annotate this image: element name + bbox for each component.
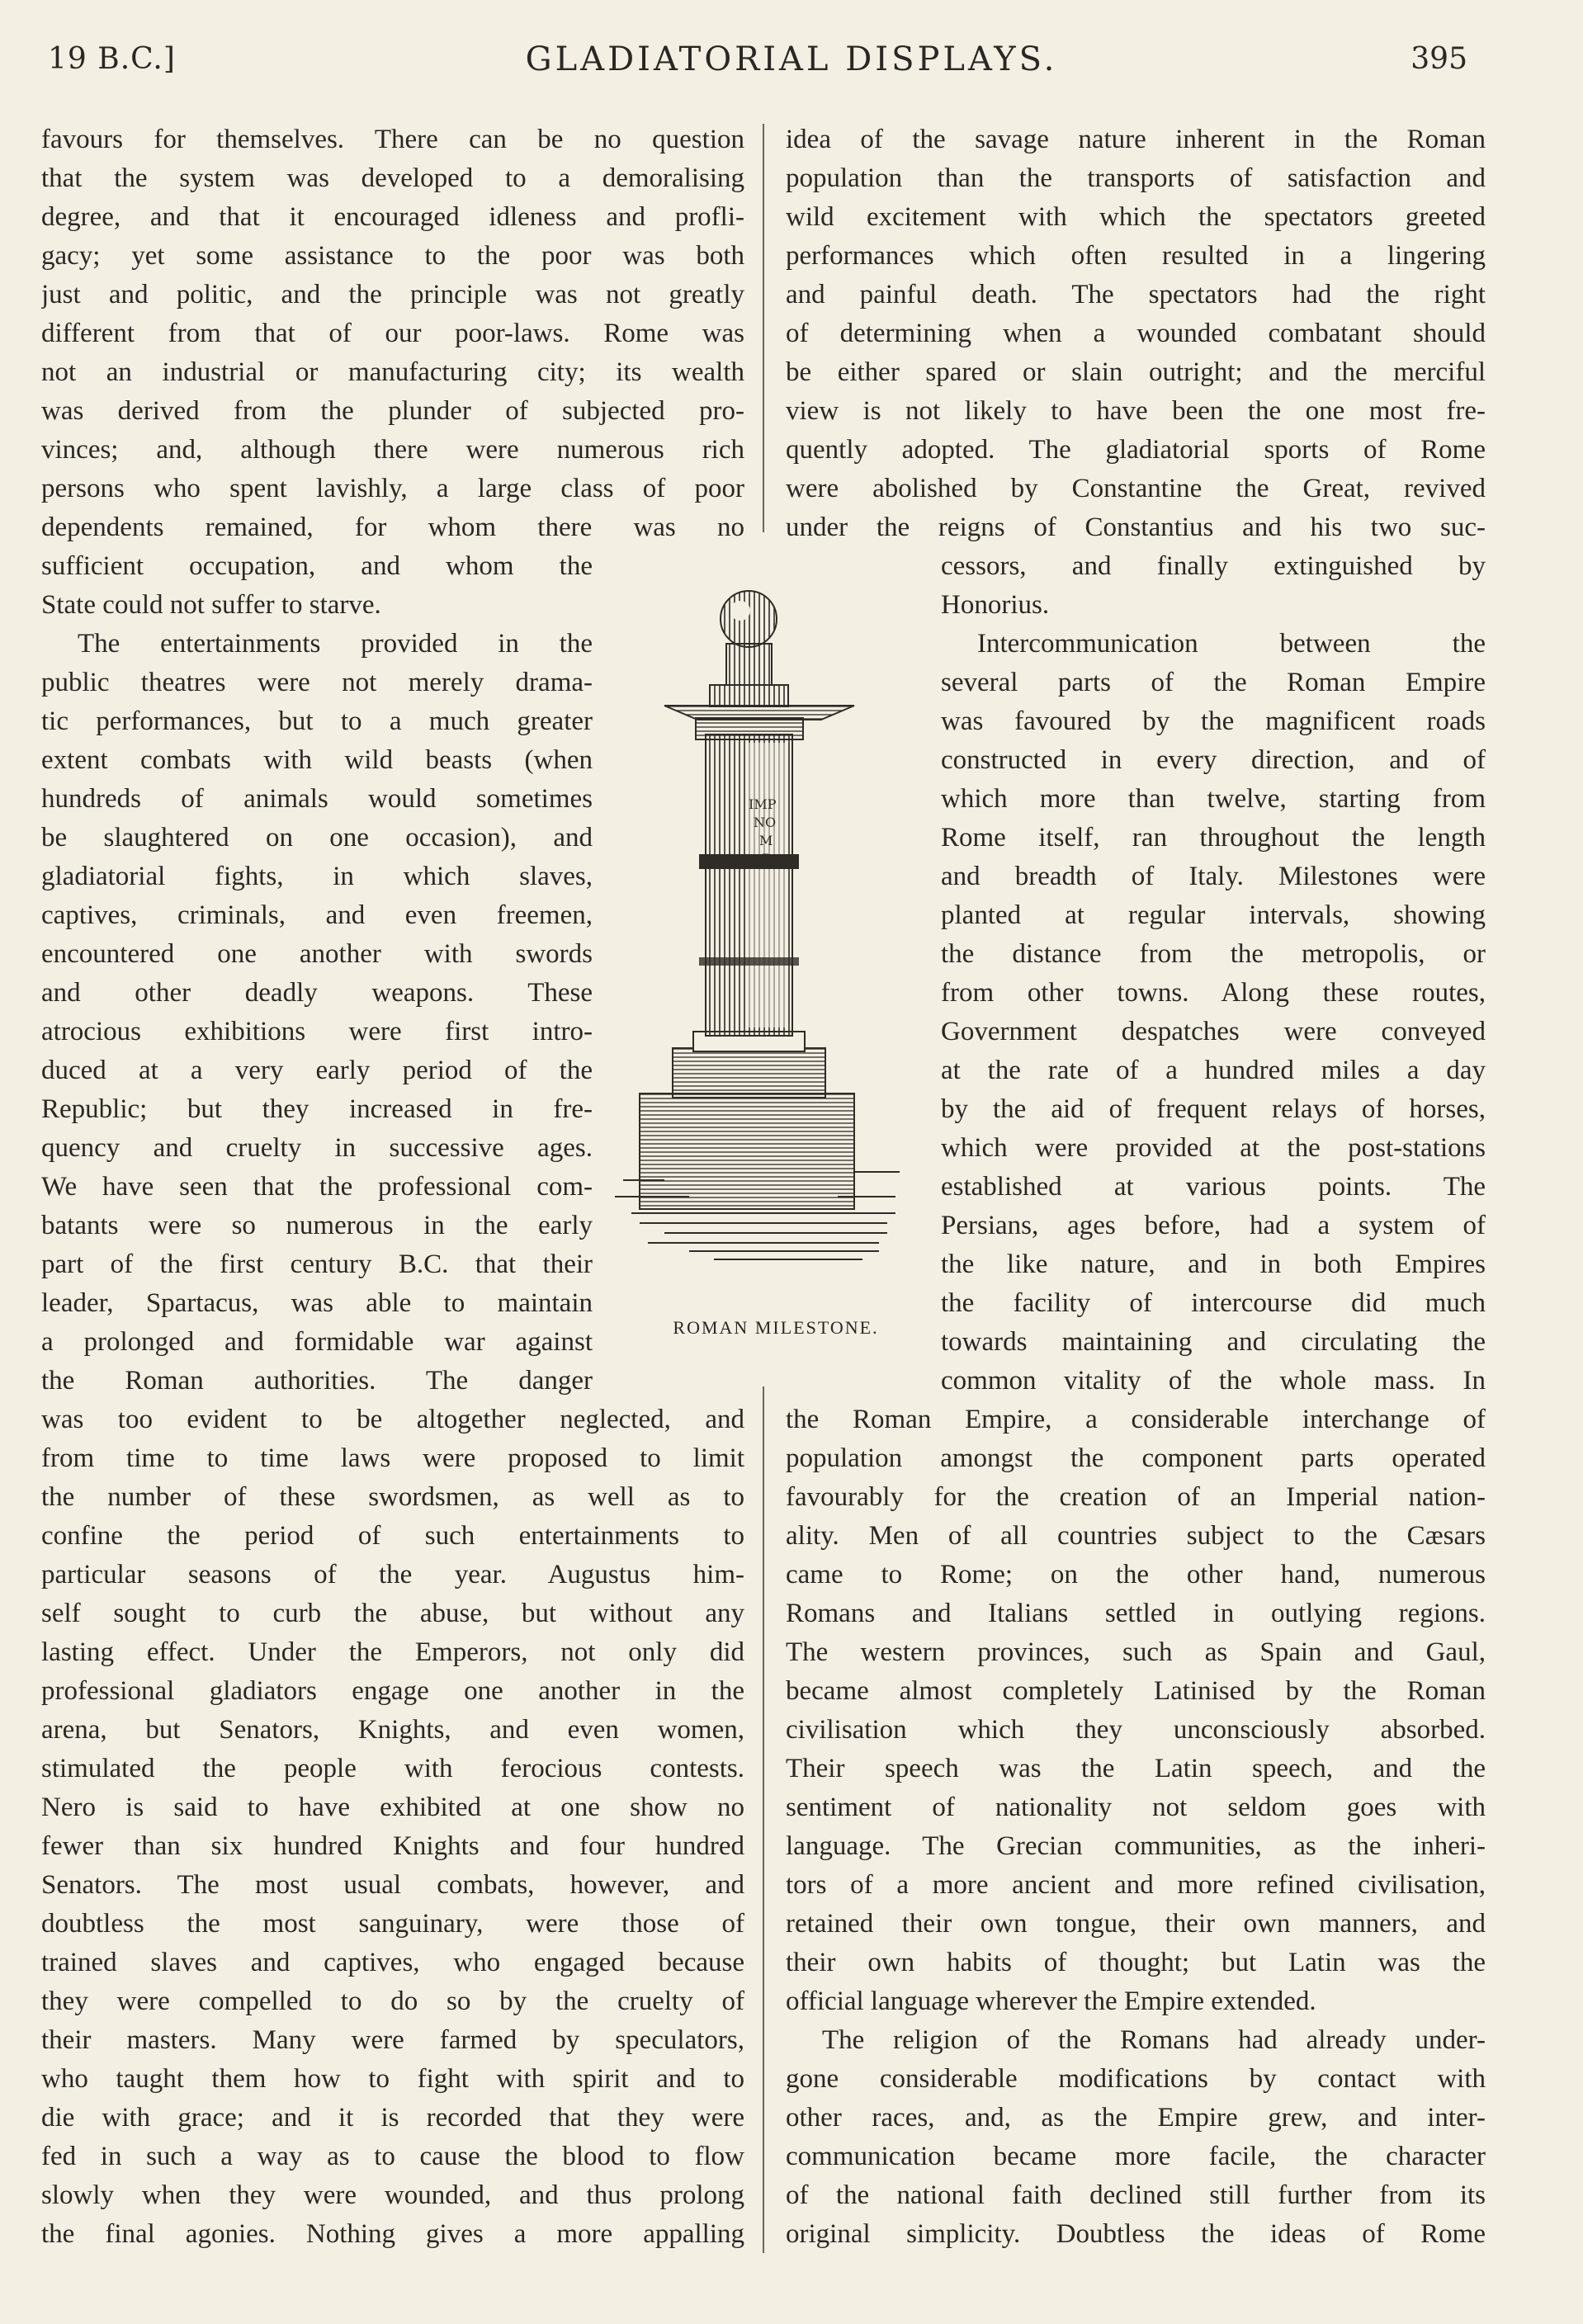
text-line: established at various points. The (941, 1172, 1486, 1202)
text-line: vinces; and, although there were numerous rich (41, 435, 744, 465)
text-line: wild excitement with which the spectators greeted (786, 202, 1486, 232)
text-line: the number of these swordsmen, as well as to (41, 1482, 744, 1512)
text-line: not an industrial or manufacturing city; its wealth (41, 357, 744, 387)
text-line: performances which often resulted in a lingering (786, 241, 1486, 271)
text-line: idea of the savage nature inherent in the Roman (786, 125, 1486, 154)
text-line: part of the first century B.C. that their (41, 1249, 593, 1279)
text-line: was derived from the plunder of subjected pro- (41, 396, 744, 426)
text-line: common vitality of the whole mass. In (941, 1366, 1486, 1396)
text-line: fewer than six hundred Knights and four hundred (41, 1831, 744, 1861)
text-line: Government despatches were conveyed (941, 1017, 1486, 1046)
text-line: constructed in every direction, and of (941, 745, 1486, 775)
text-line: retained their own tongue, their own manners, and (786, 1909, 1486, 1939)
text-line: leader, Spartacus, was able to maintain (41, 1288, 593, 1318)
text-line: duced at a very early period of the (41, 1056, 593, 1085)
text-line: communication became more facile, the character (786, 2142, 1486, 2171)
text-line: they were compelled to do so by the cruelty of (41, 1986, 744, 2016)
text-line: cessors, and finally extinguished by (941, 551, 1486, 581)
text-line: became almost completely Latinised by the Roman (786, 1676, 1486, 1706)
column-rule-top (763, 124, 764, 532)
milestone-engraving (615, 569, 904, 1312)
text-line: extent combats with wild beasts (when (41, 745, 593, 775)
text-line: population amongst the component parts operated (786, 1443, 1486, 1473)
text-line: other races, and, as the Empire grew, and inter- (786, 2103, 1486, 2133)
text-line: quently adopted. The gladiatorial sports of Rome (786, 435, 1486, 465)
running-head-date: 19 B.C.] (48, 42, 176, 76)
roman-milestone-illustration (615, 569, 904, 1329)
text-line: the facility of intercourse did much (941, 1288, 1486, 1318)
text-line: professional gladiators engage one another in the (41, 1676, 744, 1706)
text-line: quency and cruelty in successive ages. (41, 1133, 593, 1163)
text-line: persons who spent lavishly, a large class of poor (41, 474, 744, 503)
text-line: was too evident to be altogether neglected, and (41, 1405, 744, 1434)
text-line: gladiatorial fights, in which slaves, (41, 862, 593, 891)
text-line: which were provided at the post-stations (941, 1133, 1486, 1163)
text-line: hundreds of animals would sometimes (41, 784, 593, 814)
text-line: The western provinces, such as Spain and Gaul, (786, 1637, 1486, 1667)
text-line: slowly when they were wounded, and thus prolong (41, 2180, 744, 2210)
text-line: the final agonies. Nothing gives a more appalling (41, 2219, 744, 2249)
text-line: and breadth of Italy. Milestones were (941, 862, 1486, 891)
text-line: sufficient occupation, and whom the (41, 551, 593, 581)
text-line: of determining when a wounded combatant should (786, 319, 1486, 348)
text-line: atrocious exhibitions were first intro- (41, 1017, 593, 1046)
running-head-title: GLADIATORIAL DISPLAYS. (525, 40, 1058, 78)
text-line: encountered one another with swords (41, 939, 593, 969)
text-line: by the aid of frequent relays of horses, (941, 1094, 1486, 1124)
text-line: lasting effect. Under the Emperors, not only did (41, 1637, 744, 1667)
text-line: captives, criminals, and even freemen, (41, 900, 593, 930)
text-line: of the national faith declined still further from its (786, 2180, 1486, 2210)
figure-caption: ROMAN MILESTONE. (673, 1317, 879, 1338)
text-line: their own habits of thought; but Latin was the (786, 1948, 1486, 1977)
text-line: favours for themselves. There can be no question (41, 125, 744, 154)
svg-text:M: M (759, 833, 773, 848)
text-line: towards maintaining and circulating the (941, 1327, 1486, 1357)
text-line: The entertainments provided in the (78, 629, 593, 659)
text-line: confine the period of such entertainments to (41, 1521, 744, 1551)
text-line: several parts of the Roman Empire (941, 668, 1486, 697)
text-line: were abolished by Constantine the Great, revived (786, 474, 1486, 503)
svg-text:NO: NO (754, 815, 777, 830)
text-line: sentiment of nationality not seldom goes with (786, 1793, 1486, 1822)
text-line: doubtless the most sanguinary, were those of (41, 1909, 744, 1939)
svg-text:IMP: IMP (749, 796, 777, 812)
text-line: We have seen that the professional com- (41, 1172, 593, 1202)
text-line: the distance from the metropolis, or (941, 939, 1486, 969)
text-line: Nero is said to have exhibited at one show no (41, 1793, 744, 1822)
text-line: from time to time laws were proposed to limit (41, 1443, 744, 1473)
text-line: and other deadly weapons. These (41, 978, 593, 1008)
text-line: from other towns. Along these routes, (941, 978, 1486, 1008)
text-line: be either spared or slain outright; and the merciful (786, 357, 1486, 387)
text-line: different from that of our poor-laws. Rome was (41, 319, 744, 348)
text-line: their masters. Many were farmed by speculators, (41, 2025, 744, 2055)
text-line: Republic; but they increased in fre- (41, 1094, 593, 1124)
text-line: was favoured by the magnificent roads (941, 706, 1486, 736)
text-line: die with grace; and it is recorded that they were (41, 2103, 744, 2133)
text-line: self sought to curb the abuse, but without any (41, 1599, 744, 1628)
text-line: a prolonged and formidable war against (41, 1327, 593, 1357)
text-line: planted at regular intervals, showing (941, 900, 1486, 930)
text-line: particular seasons of the year. Augustus him- (41, 1560, 744, 1589)
text-line: trained slaves and captives, who engaged because (41, 1948, 744, 1977)
text-line: Intercommunication between the (977, 629, 1486, 659)
text-line: who taught them how to fight with spirit and to (41, 2064, 744, 2094)
text-line: that the system was developed to a demoralising (41, 163, 744, 193)
text-line: ality. Men of all countries subject to the Cæsars (786, 1521, 1486, 1551)
text-line: language. The Grecian communities, as the inheri- (786, 1831, 1486, 1861)
text-line: tic performances, but to a much greater (41, 706, 593, 736)
text-line: The religion of the Romans had already under- (822, 2025, 1486, 2055)
text-line: official language wherever the Empire extended. (786, 1986, 1316, 2016)
text-line: under the reigns of Constantius and his two suc- (786, 513, 1486, 542)
text-line: just and politic, and the principle was not greatly (41, 280, 744, 309)
text-line: the Roman Empire, a considerable interchange of (786, 1405, 1486, 1434)
text-line: gacy; yet some assistance to the poor was both (41, 241, 744, 271)
text-line: Senators. The most usual combats, however, and (41, 1870, 744, 1900)
text-line: gone considerable modifications by contact with (786, 2064, 1486, 2094)
text-line: at the rate of a hundred miles a day (941, 1056, 1486, 1085)
text-line: came to Rome; on the other hand, numerous (786, 1560, 1486, 1589)
text-line: civilisation which they unconsciously absorbed. (786, 1715, 1486, 1745)
text-line: degree, and that it encouraged idleness and profli- (41, 202, 744, 232)
text-line: population than the transports of satisfaction and (786, 163, 1486, 193)
text-line: fed in such a way as to cause the blood to flow (41, 2142, 744, 2171)
page-number: 395 (1411, 42, 1467, 76)
text-line: the Roman authorities. The danger (41, 1366, 593, 1396)
text-line: favourably for the creation of an Imperial nation- (786, 1482, 1486, 1512)
text-line: be slaughtered on one occasion), and (41, 823, 593, 853)
text-line: public theatres were not merely drama- (41, 668, 593, 697)
text-line: Honorius. (941, 590, 1050, 620)
text-line: the like nature, and in both Empires (941, 1249, 1486, 1279)
text-line: tors of a more ancient and more refined civilisation, (786, 1870, 1486, 1900)
text-line: Persians, ages before, had a system of (941, 1211, 1486, 1240)
column-rule-bottom (763, 1386, 764, 2253)
text-line: original simplicity. Doubtless the ideas of Rome (786, 2219, 1486, 2249)
text-line: stimulated the people with ferocious contests. (41, 1754, 744, 1783)
text-line: arena, but Senators, Knights, and even women, (41, 1715, 744, 1745)
text-line: view is not likely to have been the one most fre- (786, 396, 1486, 426)
text-line: dependents remained, for whom there was no (41, 513, 744, 542)
text-line: State could not suffer to starve. (41, 590, 381, 620)
text-line: batants were so numerous in the early (41, 1211, 593, 1240)
text-line: Romans and Italians settled in outlying regions. (786, 1599, 1486, 1628)
text-line: Their speech was the Latin speech, and the (786, 1754, 1486, 1783)
text-line: and painful death. The spectators had the right (786, 280, 1486, 309)
text-line: Rome itself, ran throughout the length (941, 823, 1486, 853)
text-line: which more than twelve, starting from (941, 784, 1486, 814)
